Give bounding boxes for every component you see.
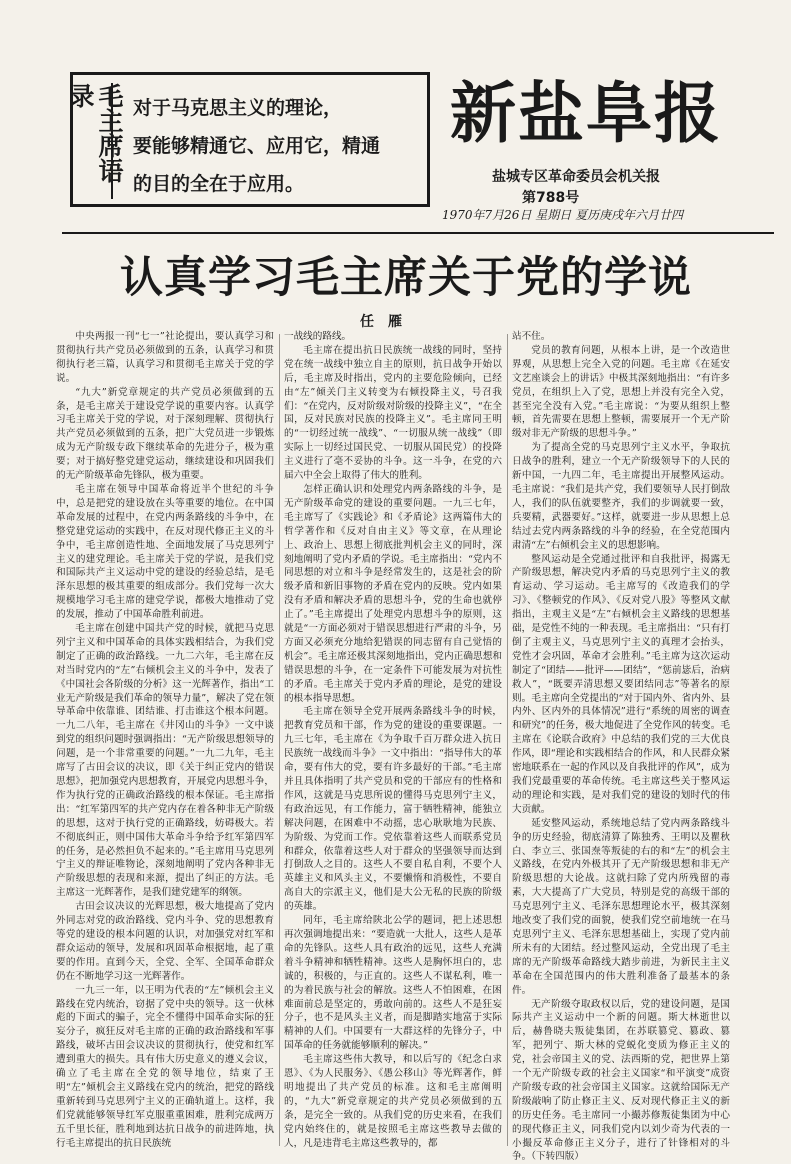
paragraph: 无产阶级夺取政权以后，党的建设问题，是国际共产主义运动中一个新的问题。斯大林逝世以后，赫鲁晓夫叛徒集团，在苏联篡党、篡政、篡军，把列宁、斯大林的党蜕化变质为修正主义的党，社会帝国主义的党、法西斯的党，把世界上第一个无产阶级专政的社会主义国家“和平演变”成资产阶级专政的社会帝国主义国家。这就给国际无产阶级敲响了防止修正主义、反对现代修正主义的新的历史任务。毛主席同一小撮苏修叛徒集团为中心的现代修正主义，同我们党内以刘少奇为代表的一小撮反革命修正主义分子，进行了针锋相对的斗争。（下转四版） (512, 998, 730, 1164)
paragraph: 整风运动是全党通过批评和自我批评，揭露无产阶级思想，解决党内矛盾的马克思列宁主义的教育运动、学习运动。毛主席写的《改造我们的学习》、《整顿党的作风》、《反对党八股》等整风文献指出，主观主义是“左”右倾机会主义路线的思想基础，是党性不纯的一种表现。毛主席指出：“只有打倒了主观主义，马克思列宁主义的真理才会抬头，党性才会巩固，革命才会胜利。”毛主席为这次运动制定了“团结——批评——团结”，“惩前毖后，治病救人”，“既要弄清思想又要团结同志”等著名的原则。毛主席向全党提出的“对于国内外、省内外、县内外、区内外的具体情况”进行“系统的周密的调查和研究”的任务，极大地促进了全党作风的转变。毛主席在《论联合政府》中总结的我们党的三大优良作风，即“理论和实践相结合的作风，和人民群众紧密地联系在一起的作风以及自我批评的作风”，成为我们党最重要的革命传统。毛主席这些关于整风运动的理论和实践，是对我们党的建设的划时代的伟大贡献。 (512, 553, 730, 817)
dateline: 1970年7月26日 星期日 夏历庚戌年六月廿四 (442, 206, 683, 223)
quote-text (133, 89, 428, 203)
paragraph: 延安整风运动，系统地总结了党内两条路线斗争的历史经验，彻底清算了陈独秀、王明以及瞿秋白、李立三、张国焘等叛徒的右的和“左”的机会主义路线，在党内外极其开了无产阶级思想和非无产阶级思想的大论战。这就扫除了党内所残留的毒素，大大提高了广大党员，特别是党的高级干部的马克思列宁主义、毛泽东思想理论水平，极其深刻地改变了我们党的面貌，使我们党空前地统一在马克思列宁主义、毛泽东思想基础上，实现了党内前所未有的大团结。经过整风运动，全党出现了毛主席的无产阶级革命路线大踏步前进，为新民主主义革命在全国范围内的伟大胜利准备了最基本的条件。 (512, 817, 730, 998)
paragraph: 中央两报一刊“七一”社论提出，要认真学习和贯彻执行共产党员必须做到的五条，认真学习和贯彻执行老三篇，认真学习和贯彻毛主席关于党的学说。 (56, 330, 274, 386)
paragraph: 毛主席这些伟大教导，和以后写的《纪念白求恩》、《为人民服务》、《愚公移山》等光辉著作，鲜明地提出了共产党员的标准。这和毛主席阐明的，“九大”新党章规定的共产党员必须做到的五条，是完全一致的。从我们党的历史来看，在我们党内始终住的，就是按照毛主席这些教导去做的人，凡是违背毛主席这些教导的，都 (284, 1053, 502, 1150)
paragraph: 毛主席在领导全党开展两条路线斗争的时候，把教育党员和干部，作为党的建设的重要课题。一九三七年，毛主席在《为争取千百万群众进入抗日民族统一战线而斗争》一文中指出：“指导伟大的革命，要有伟大的党，要有许多最好的干部。”毛主席并且具体指明了共产党员和党的干部应有的性格和作风，这就是马克思所说的懂得马克思列宁主义，有政治远见，有工作能力，富于牺牲精神，能独立解决问题，在困难中不动摇，忠心耿耿地为民族、为阶级、为党而工作。党依靠着这些人而联系党员和群众，依靠着这些人对于群众的坚强领导而达到打倒敌人之目的。这些人不要自私自利，不要个人英雄主义和风头主义，不要懒惰和消极性，不要自高自大的宗派主义，他们是大公无私的民族的阶级的英雄。 (284, 705, 502, 914)
newspaper-title: 新盐阜报 (450, 74, 750, 154)
paragraph: 毛主席在提出抗日民族统一战线的同时，坚持党在统一战线中独立自主的原则，抗日战争开始以后，毛主席及时指出，党内的主要危险倾向，已经由“左”倾关门主义转变为右倾投降主义，号召我们：“在党内，反对阶级对阶级的投降主义”，“在全国，反对民族对民族的投降主义”。毛主席同王明的“一切经过统一战线”、“一切服从统一战线”（即实际上一切经过国民党、一切服从国民党）的投降主义进行了毫不妥协的斗争。这一斗争，在党的六届六中全会上取得了伟大的胜利。 (284, 344, 502, 483)
paragraph: 古田会议决议的光辉思想，极大地提高了党内外同志对党的政治路线、党内斗争、党的思想教育等党的建设的根本问题的认识，对加强党对红军和群众运动的领导，发展和巩固革命根据地，起了重要的作用。直到今天，全党、全军、全国革命群众仍在不断地学习这一光辉著作。 (56, 900, 274, 983)
article-column-2 (284, 330, 502, 1152)
paragraph: 为了提高全党的马克思列宁主义水平，争取抗日战争的胜利，建立一个无产阶级领导下的人民的新中国，一九四二年，毛主席提出开展整风运动。毛主席说：“我们是共产党，我们要领导人民打倒敌人，我们的队伍就要整齐，我们的步调就要一致，兵要精，武器要好。”这样，就要进一步从思想上总结过去党内两条路线的斗争的经验，在全党范围内肃清“左”右倾机会主义的思想影响。 (512, 441, 730, 552)
paragraph: 党员的教育问题，从根本上讲，是一个改造世界观，从思想上完全入党的问题。毛主席《在延安文艺座谈会上的讲话》中极其深刻地指出：“有许多党员，在组织上入了党，思想上并没有完全入党，甚至完全没有入党。”毛主席说：“为要从组织上整顿，首先需要在思想上整顿，需要展开一个无产阶级对非无产阶级的思想斗争。” (512, 344, 730, 441)
paragraph: “九大”新党章规定的共产党员必须做到的五条，是毛主席关于建设党学说的重要内容。认真学习毛主席关于党的学说，对于深刻理解、贯彻执行共产党员必须做到的五条，把广大党员进一步锻炼成为无产阶级专政下继续革命的先进分子，极为重要；对于搞好整党建党运动，继续建设和巩固我们的无产阶级革命先锋队，极为重要。 (56, 386, 274, 483)
article-headline: 认真学习毛主席关于党的学说 (86, 244, 726, 305)
paragraph: 毛主席在创建中国共产党的时候，就把马克思列宁主义和中国革命的具体实践相结合，为我们党制定了正确的政治路线。一九二六年，毛主席在反对当时党内的“左”右倾机会主义的斗争中，发表了《中国社会各阶级的分析》这一光辉著作，指出“工业无产阶级是我们革命的领导力量”，解决了党在领导革命中依靠谁、团结谁、打击谁这个根本问题。一九二八年，毛主席在《井冈山的斗争》一文中谈到党的组织问题时强调指出：“无产阶级思想领导的问题，是一个非常重要的问题。”一九二九年，毛主席写了古田会议的决议，即《关于纠正党内的错误思想》，把加强党内思想教育，开展党内思想斗争，作为执行党的正确政治路线的根本保证。毛主席指出：“红军第四军的共产党内存在着各种非无产阶级的思想，这对于执行党的正确路线，妨碍极大。若不彻底纠正，则中国伟大革命斗争给予红军第四军的任务，是必然担负不起来的。”毛主席用马克思列宁主义的辩证唯物论，深刻地阐明了党内各种非无产阶级思想的表现和来源，提出了纠正的方法。毛主席这一光辉著作，是我们建党建军的纲领。 (56, 622, 274, 900)
paragraph: 怎样正确认识和处理党内两条路线的斗争，是无产阶级革命党的建设的重要问题。一九三七年，毛主席写了《实践论》和《矛盾论》这两篇伟大的哲学著作和《反对自由主义》等文章，在从理论上、政治上、思想上彻底批判机会主义的同时，深刻地阐明了党内矛盾的学说。毛主席指出：“党内不同思想的对立和斗争是经常发生的，这是社会的阶级矛盾和新旧事物的矛盾在党内的反映。党内如果没有矛盾和解决矛盾的思想斗争，党的生命也就停止了。”毛主席提出了处理党内思想斗争的原则，这就是“一方面必须对于错误思想进行严肃的斗争，另方面又必须充分地给犯错误的同志留有自己觉悟的机会”。毛主席还极其深刻地指出，党内正确思想和错误思想的斗争，在一定条件下可能发展为对抗性的矛盾。毛主席关于党内矛盾的理论，是党的建设的根本指导思想。 (284, 483, 502, 706)
paragraph: 站不住。 (512, 330, 730, 344)
quote-line: 的目的全在于应用。 (133, 165, 428, 203)
column-divider (279, 334, 280, 1146)
publisher-line: 盐城专区革命委员会机关报 (492, 166, 660, 186)
masthead-divider (62, 232, 774, 234)
paragraph: 一九三一年，以王明为代表的“左”倾机会主义路线在党内统治，窃据了党中央的领导。这一伙林彪的下面式的骗子，完全不懂得中国革命实际的狂妄分子，疯狂反对毛主席的正确的政治路线和军事路线，破坏古田会议决议的贯彻执行，使党和红军遭到重大的损失。具有伟大历史意义的遵义会议，确立了毛主席在全党的领导地位，结束了王明“左”倾机会主义路线在党内的统治，把党的路线重新转到马克思列宁主义的正确轨道上。这样，我们党就能够领导红军克服重重困难，胜利完成两万五千里长征，胜利地到达抗日战争的前进阵地，执行毛主席提出的抗日民族统 (56, 984, 274, 1151)
article-author: 任雁 (360, 311, 440, 331)
column-divider (507, 334, 508, 1146)
issue-number: 第788号 (522, 187, 579, 207)
quote-box-label: 毛主席语录 (79, 83, 113, 199)
quote-line: 对于马克思主义的理论， (133, 89, 428, 127)
quote-line: 要能够精通它、应用它，精通 (133, 127, 428, 165)
chairman-quote-box (70, 72, 430, 207)
paragraph: 一战线的路线。 (284, 330, 502, 344)
article-column-3 (512, 330, 730, 1152)
masthead (0, 0, 791, 238)
paragraph: 同年，毛主席给陕北公学的题词，把上述思想再次强调地提出来：“要造就一大批人，这些人是革命的先锋队。这些人具有政治的远见，这些人充满着斗争精神和牺牲精神。这些人是胸怀坦白的，忠诚的，积极的，与正直的。这些人不谋私利，唯一的为着民族与社会的解放。这些人不怕困难，在困难面前总是坚定的，勇敢向前的。这些人不是狂妄分子，也不是风头主义者，而是脚踏实地富于实际精神的人们。中国要有一大群这样的先锋分子，中国革命的任务就能够顺利的解决。” (284, 914, 502, 1053)
paragraph: 毛主席在领导中国革命将近半个世纪的斗争中，总是把党的建设放在头等重要的地位。在中国革命发展的过程中，在党内两条路线的斗争中，在整党建党运动的实践中，在反对现代修正主义的斗争中，毛主席创造性地、全面地发展了马克思列宁主义的建党理论。毛主席关于党的学说，是我们党和国际共产主义运动中党的建设的经验总结，是毛泽东思想的极其重要的组成部分。我们党每一次大规模地学习毛主席的建党学说，都极大地推动了党的发展，推动了中国革命胜利前进。 (56, 483, 274, 622)
article-column-1 (56, 330, 274, 1152)
